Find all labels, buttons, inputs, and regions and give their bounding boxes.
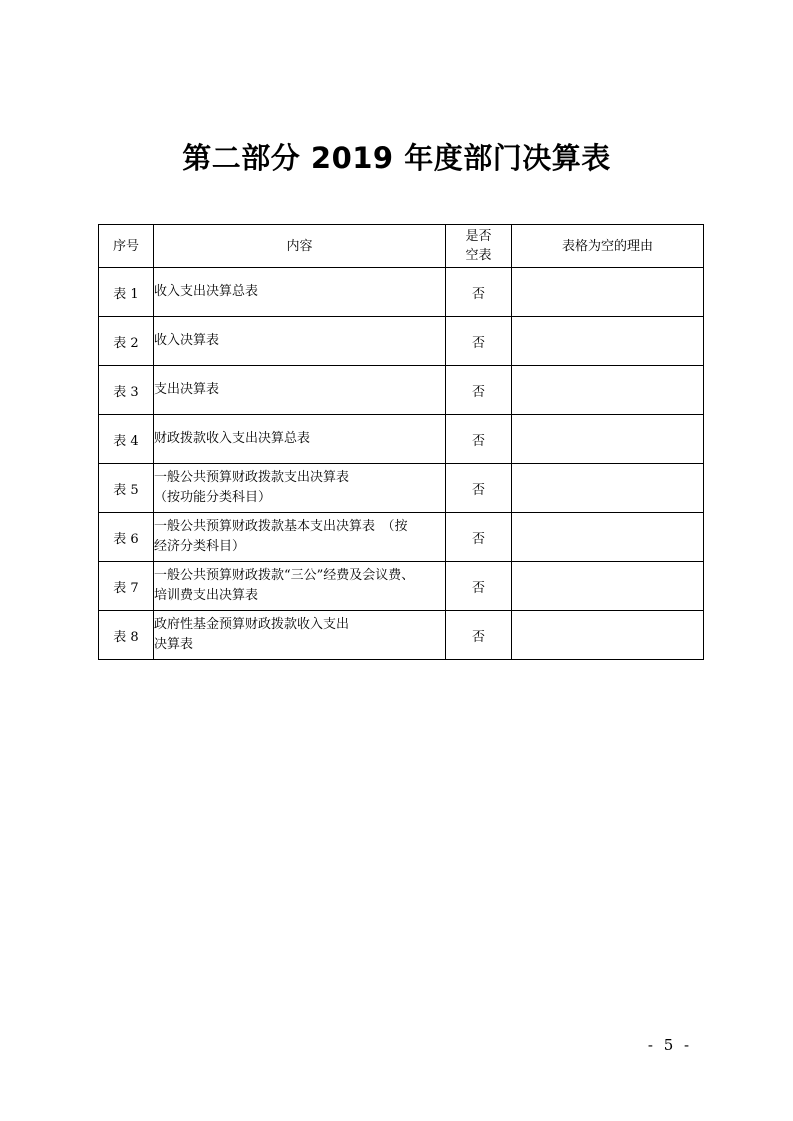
header-seq: 序号 <box>99 225 154 268</box>
row-reason <box>512 513 704 562</box>
row-content-line1: 支出决算表 <box>154 382 220 397</box>
row-is-empty: 否 <box>446 513 512 562</box>
table-header-row <box>99 225 704 268</box>
header-content: 内容 <box>154 225 446 268</box>
header-is-empty-line2: 空表 <box>465 248 492 263</box>
row-content <box>154 464 446 513</box>
table-row <box>99 464 704 513</box>
row-seq: 表 6 <box>99 513 154 562</box>
row-reason <box>512 366 704 415</box>
row-content <box>154 415 446 464</box>
table-row <box>99 415 704 464</box>
row-seq: 表 5 <box>99 464 154 513</box>
table-row <box>99 513 704 562</box>
table-row <box>99 611 704 660</box>
row-content-line1: 一般公共预算财政拨款“三公”经费及会议费、 <box>154 568 415 583</box>
row-reason <box>512 268 704 317</box>
row-is-empty: 否 <box>446 562 512 611</box>
row-reason <box>512 415 704 464</box>
row-is-empty: 否 <box>446 611 512 660</box>
row-content <box>154 268 446 317</box>
row-content-line1: 收入决算表 <box>154 333 220 348</box>
row-content-line2: 经济分类科目） <box>154 539 246 554</box>
table-row <box>99 366 704 415</box>
header-is-empty <box>446 225 512 268</box>
header-is-empty-line1: 是否 <box>465 229 492 244</box>
row-is-empty: 否 <box>446 268 512 317</box>
row-seq: 表 8 <box>99 611 154 660</box>
row-is-empty: 否 <box>446 366 512 415</box>
row-content-line1: 收入支出决算总表 <box>154 284 259 299</box>
row-content <box>154 317 446 366</box>
table-row <box>99 562 704 611</box>
row-content <box>154 366 446 415</box>
header-reason: 表格为空的理由 <box>512 225 704 268</box>
row-content <box>154 562 446 611</box>
page-title: 第二部分 2019 年度部门决算表 <box>182 141 611 175</box>
row-content-line1: 一般公共预算财政拨款支出决算表 <box>154 470 350 485</box>
page-number: - 5 - <box>647 1036 693 1054</box>
row-is-empty: 否 <box>446 464 512 513</box>
row-seq: 表 4 <box>99 415 154 464</box>
row-content <box>154 513 446 562</box>
row-seq: 表 2 <box>99 317 154 366</box>
row-content-line1: 一般公共预算财政拨款基本支出决算表 （按 <box>154 519 408 534</box>
row-reason <box>512 611 704 660</box>
row-content-line2: （按功能分类科目） <box>154 490 272 505</box>
row-content-line2: 决算表 <box>154 637 194 652</box>
report-catalog-table <box>98 224 704 660</box>
table-row <box>99 268 704 317</box>
row-content-line1: 财政拨款收入支出决算总表 <box>154 431 311 446</box>
row-reason <box>512 317 704 366</box>
row-content-line1: 政府性基金预算财政拨款收入支出 <box>154 617 350 632</box>
row-reason <box>512 562 704 611</box>
row-seq: 表 3 <box>99 366 154 415</box>
row-is-empty: 否 <box>446 415 512 464</box>
row-seq: 表 7 <box>99 562 154 611</box>
table-row <box>99 317 704 366</box>
row-seq: 表 1 <box>99 268 154 317</box>
row-reason <box>512 464 704 513</box>
row-content-line2: 培训费支出决算表 <box>154 588 259 603</box>
row-is-empty: 否 <box>446 317 512 366</box>
row-content <box>154 611 446 660</box>
